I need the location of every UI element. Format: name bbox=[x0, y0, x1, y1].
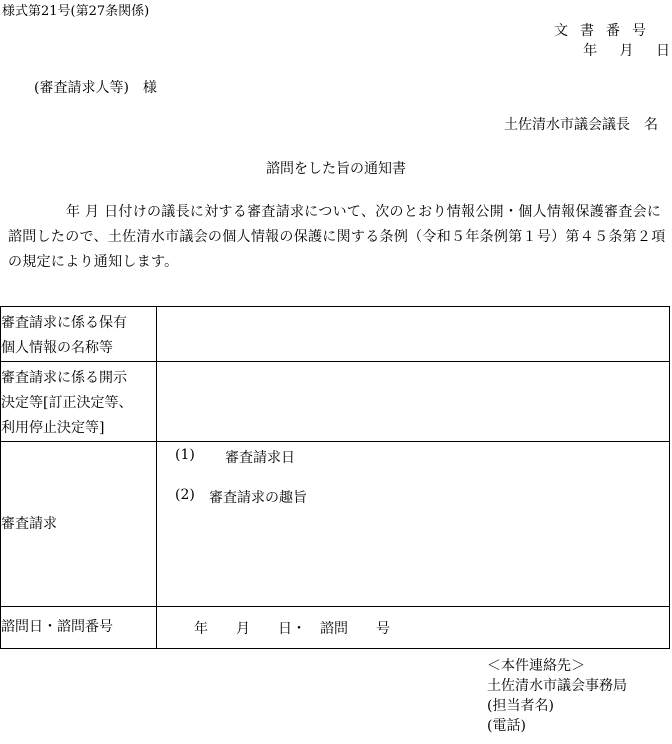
label-line: 審査請求 bbox=[1, 515, 57, 532]
label-cell bbox=[1, 362, 157, 442]
label-line: 審査請求に係る開示 bbox=[1, 370, 127, 386]
table-row-review-request bbox=[1, 442, 670, 607]
value-cell: 年 月 日・ 諮問 号 bbox=[157, 607, 670, 649]
label-cell bbox=[1, 307, 157, 362]
table-row-consultation bbox=[1, 607, 670, 649]
value-cell bbox=[157, 307, 670, 362]
document-number-label: 文書番号 bbox=[554, 23, 658, 39]
table-row-retained-info bbox=[1, 307, 670, 362]
item-number: (2) bbox=[175, 487, 195, 503]
label-cell bbox=[1, 607, 157, 649]
body-paragraph: 年 月 日付けの議長に対する審査請求について、次のとおり情報公開・個人情報保護審査会に諮問したので、土佐清水市議会の個人情報の保護に関する条例（令和５年条例第１号）第４５条第２項の規定により通知します。 bbox=[8, 204, 666, 270]
value-cell bbox=[157, 442, 670, 607]
table-row-disclosure-decision bbox=[1, 362, 670, 442]
contact-heading: ＜本件連絡先＞ bbox=[487, 658, 585, 674]
item-number: (1) bbox=[175, 447, 195, 463]
label-cell bbox=[1, 442, 157, 607]
value-cell bbox=[157, 362, 670, 442]
item-text: 審査請求日 bbox=[225, 450, 295, 466]
contact-phone: (電話) bbox=[487, 718, 526, 734]
document-title: 諮問をした旨の通知書 bbox=[266, 161, 406, 177]
label-line: 個人情報の名称等 bbox=[1, 340, 113, 356]
contact-office: 土佐清水市議会事務局 bbox=[487, 678, 627, 694]
label-line: 利用停止決定等] bbox=[1, 420, 105, 436]
form-number: 様式第21号(第27条関係) bbox=[2, 4, 150, 19]
label-line: 審査請求に係る保有 bbox=[1, 315, 127, 331]
contact-block bbox=[487, 656, 627, 736]
label-line: 決定等[訂正決定等、 bbox=[1, 395, 133, 411]
item-text: 審査請求の趣旨 bbox=[209, 490, 307, 506]
addressee: (審査請求人等) 様 bbox=[34, 80, 157, 96]
contact-person: (担当者名) bbox=[487, 698, 554, 714]
sender: 土佐清水市議会議長 名 bbox=[504, 117, 658, 133]
label-line: 諮問日・諮問番号 bbox=[1, 619, 113, 635]
information-table bbox=[0, 306, 670, 649]
document-date-label: 年 月 日 bbox=[583, 43, 670, 59]
